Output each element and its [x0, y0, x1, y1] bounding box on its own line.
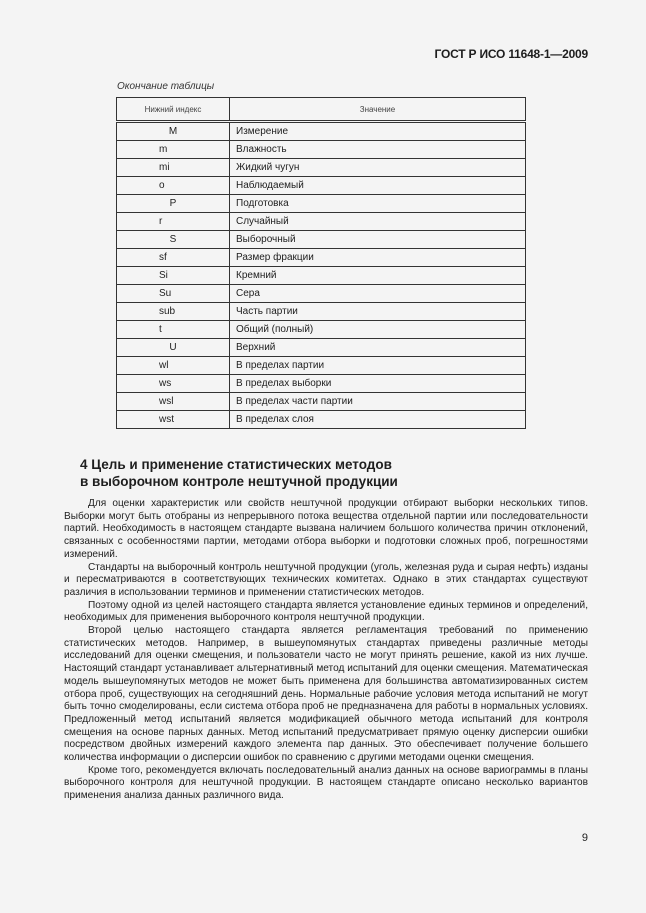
table-row	[117, 411, 526, 429]
subscript-index-cell: U	[117, 339, 230, 357]
subscript-index-cell: o	[117, 177, 230, 195]
table-row	[117, 122, 526, 141]
column-header-index: Нижний индекс	[117, 98, 230, 122]
paragraph-4: Второй целью настоящего стандарта является регламентация требований по применению статистических методов. Например, в вышеупомянутых стандартах приведены различные методы исследований для оценки смещения, и пользователи часто не могут принять решение, какой из них лучше. Настоящий стандарт устанавливает альтернативный метод испытаний для оценки смещения. Математическая модель вышеупомянутых методов не может быть применена для большинства автоматизированных систем отбора проб, существующих на сегодняшний день. Нормальные рабочие условия метода испытаний не могут быть точно смоделированы, если система отбора проб не предназначена для работы в нормальных условиях. Предложенный метод испытаний является модификацией обычного метода испытаний для контроля смещения на основе парных данных. Метод испытаний предусматривает прямую оценку дисперсии ошибки посредством двойных измерений каждого элемента пар данных. Это обеспечивает получение большего количества информации о дисперсии ошибок по сравнению с другими методами оценки смещения.	[64, 625, 588, 764]
meaning-cell: Подготовка	[230, 195, 526, 213]
table-row	[117, 339, 526, 357]
section-body	[64, 498, 588, 803]
table-row	[117, 177, 526, 195]
meaning-cell: Сера	[230, 285, 526, 303]
subscript-index-cell: M	[117, 122, 230, 141]
meaning-cell: Наблюдаемый	[230, 177, 526, 195]
meaning-cell: Влажность	[230, 141, 526, 159]
subscript-index-cell: ws	[117, 375, 230, 393]
table-row	[117, 195, 526, 213]
meaning-cell: В пределах части партии	[230, 393, 526, 411]
table-row	[117, 141, 526, 159]
table-row	[117, 303, 526, 321]
meaning-cell: Случайный	[230, 213, 526, 231]
table-caption: Окончание таблицы	[117, 81, 215, 92]
meaning-cell: Жидкий чугун	[230, 159, 526, 177]
subscript-index-cell: sf	[117, 249, 230, 267]
subscript-index-cell: S	[117, 231, 230, 249]
column-header-meaning: Значение	[230, 98, 526, 122]
meaning-cell: Кремний	[230, 267, 526, 285]
table-row	[117, 285, 526, 303]
meaning-cell: Часть партии	[230, 303, 526, 321]
subscript-index-cell: wsl	[117, 393, 230, 411]
subscript-table	[116, 97, 526, 429]
subscript-index-cell: sub	[117, 303, 230, 321]
document-standard-header: ГОСТ Р ИСО 11648-1—2009	[434, 47, 588, 61]
meaning-cell: В пределах партии	[230, 357, 526, 375]
table-row	[117, 321, 526, 339]
table-row	[117, 357, 526, 375]
meaning-cell: Размер фракции	[230, 249, 526, 267]
table-row	[117, 213, 526, 231]
meaning-cell: Выборочный	[230, 231, 526, 249]
meaning-cell: Верхний	[230, 339, 526, 357]
subscript-index-cell: wst	[117, 411, 230, 429]
table-row	[117, 375, 526, 393]
page-number: 9	[581, 832, 588, 844]
subscript-index-cell: mi	[117, 159, 230, 177]
section-title-line-1: 4 Цель и применение статистических методов	[80, 457, 392, 472]
table-row	[117, 231, 526, 249]
paragraph-1: Для оценки характеристик или свойств нештучной продукции отбирают выборки нескольких типов. Выборки могут быть отобраны из непрерывного потока вещества отдельной партии или последовательности партий. Необходимость в настоящем стандарте вызвана наличием большого количества причин отклонений, связанных с особенностями партии, методами отбора выборки и подготовки сложных проб, погрешностями измерений.	[64, 498, 588, 560]
meaning-cell: В пределах выборки	[230, 375, 526, 393]
paragraph-5: Кроме того, рекомендуется включать последовательный анализ данных на основе вариограммы в планы выборочного контроля для нештучной продукции. В настоящем стандарте описано несколько вариантов применения анализа данных различного вида.	[64, 764, 588, 802]
section-title-line-2: в выборочном контроле нештучной продукции	[80, 474, 398, 489]
section-title	[80, 456, 398, 490]
meaning-cell: В пределах слоя	[230, 411, 526, 429]
subscript-index-cell: Si	[117, 267, 230, 285]
paragraph-3: Поэтому одной из целей настоящего стандарта является установление единых терминов и определений, необходимых для применения выборочного контроля нештучной продукции.	[64, 599, 588, 624]
table-header-row	[117, 98, 526, 122]
subscript-index-cell: r	[117, 213, 230, 231]
table-row	[117, 267, 526, 285]
table-row	[117, 159, 526, 177]
subscript-index-cell: t	[117, 321, 230, 339]
meaning-cell: Измерение	[230, 122, 526, 141]
subscript-index-cell: Su	[117, 285, 230, 303]
subscript-index-cell: wl	[117, 357, 230, 375]
table-row	[117, 249, 526, 267]
subscript-index-cell: m	[117, 141, 230, 159]
meaning-cell: Общий (полный)	[230, 321, 526, 339]
subscript-index-cell: P	[117, 195, 230, 213]
paragraph-2: Стандарты на выборочный контроль нештучной продукции (уголь, железная руда и сырая нефть) изданы и пересматриваются в соответствующих технических комитетах. Однако в этих стандартах существуют различия в использовании терминов и применении статистических методов.	[64, 561, 588, 598]
table-row	[117, 393, 526, 411]
